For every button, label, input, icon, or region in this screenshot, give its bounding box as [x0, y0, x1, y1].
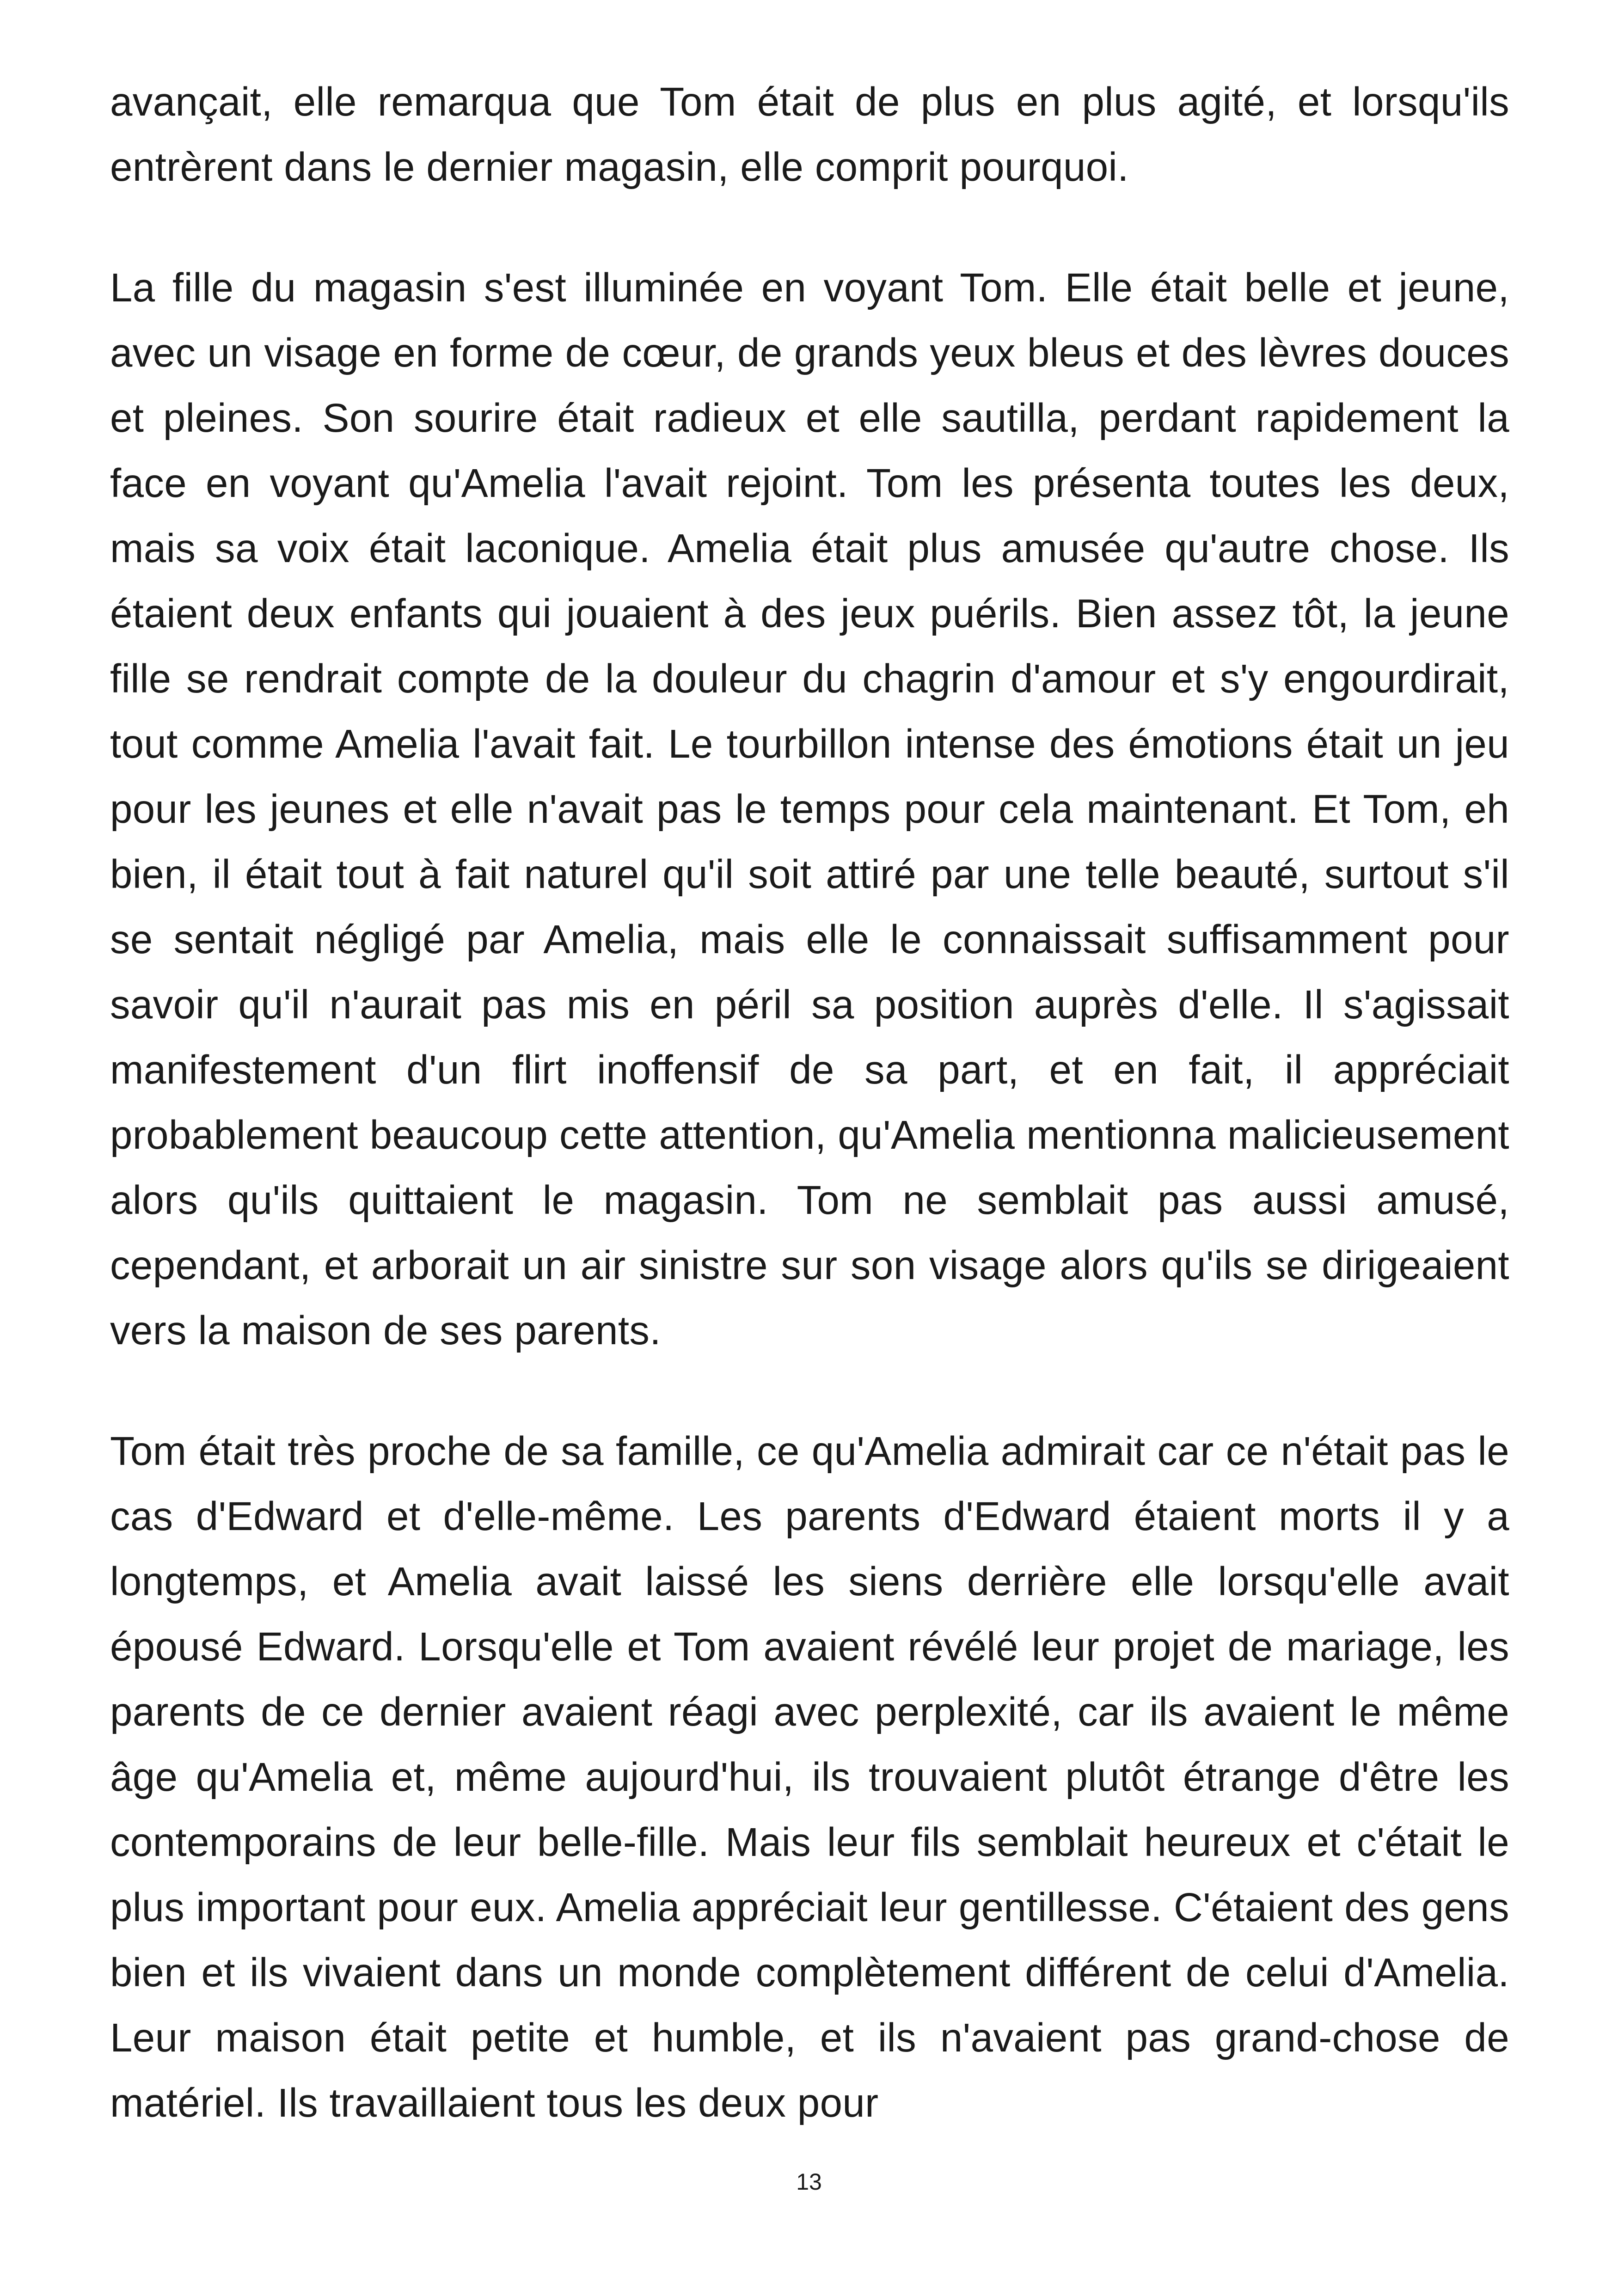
paragraph-1: avançait, elle remarqua que Tom était de plus en plus agité, et lorsqu'ils entrèrent dans le dernier magasin, elle comprit pourquoi. [110, 80, 1509, 190]
paragraph-3: Tom était très proche de sa famille, ce qu'Amelia admirait car ce n'était pas le cas d'Edward et d'elle-même. Les parents d'Edward étaient morts il y a longtemps, et Amelia avait laissé les siens derrière elle lorsqu'elle avait épousé Edward. Lorsqu'elle et Tom avaient révélé leur projet de mariage, les parents de ce dernier avaient réagi avec perplexité, car ils avaient le même âge qu'Amelia et, même aujourd'hui, ils trouvaient plutôt étrange d'être les contemporains de leur belle-fille. Mais leur fils semblait heureux et c'était le plus important pour eux. Amelia appréciait leur gentillesse. C'étaient des gens bien et ils vivaient dans un monde complètement différent de celui d'Amelia. Leur maison était petite et humble, et ils n'avaient pas grand-chose de matériel. Ils travaillaient tous les deux pour [110, 1429, 1509, 2125]
body-text [110, 69, 1509, 2191]
paragraph-2: La fille du magasin s'est illuminée en voyant Tom. Elle était belle et jeune, avec un visage en forme de cœur, de grands yeux bleus et des lèvres douces et pleines. Son sourire était radieux et elle sautilla, perdant rapidement la face en voyant qu'Amelia l'avait rejoint. Tom les présenta toutes les deux, mais sa voix était laconique. Amelia était plus amusée qu'autre chose. Ils étaient deux enfants qui jouaient à des jeux puérils. Bien assez tôt, la jeune fille se rendrait compte de la douleur du chagrin d'amour et s'y engourdirait, tout comme Amelia l'avait fait. Le tourbillon intense des émotions était un jeu pour les jeunes et elle n'avait pas le temps pour cela maintenant. Et Tom, eh bien, il était tout à fait naturel qu'il soit attiré par une telle beauté, surtout s'il se sentait négligé par Amelia, mais elle le connaissait suffisamment pour savoir qu'il n'aurait pas mis en péril sa position auprès d'elle. Il s'agissait manifestement d'un flirt inoffensif de sa part, et en fait, il appréciait probablement beaucoup cette attention, qu'Amelia mentionna malicieusement alors qu'ils quittaient le magasin. Tom ne semblait pas aussi amusé, cependant, et arborait un air sinistre sur son visage alors qu'ils se dirigeaient vers la maison de ses parents. [110, 265, 1509, 1353]
page-number: 13 [796, 2169, 822, 2195]
